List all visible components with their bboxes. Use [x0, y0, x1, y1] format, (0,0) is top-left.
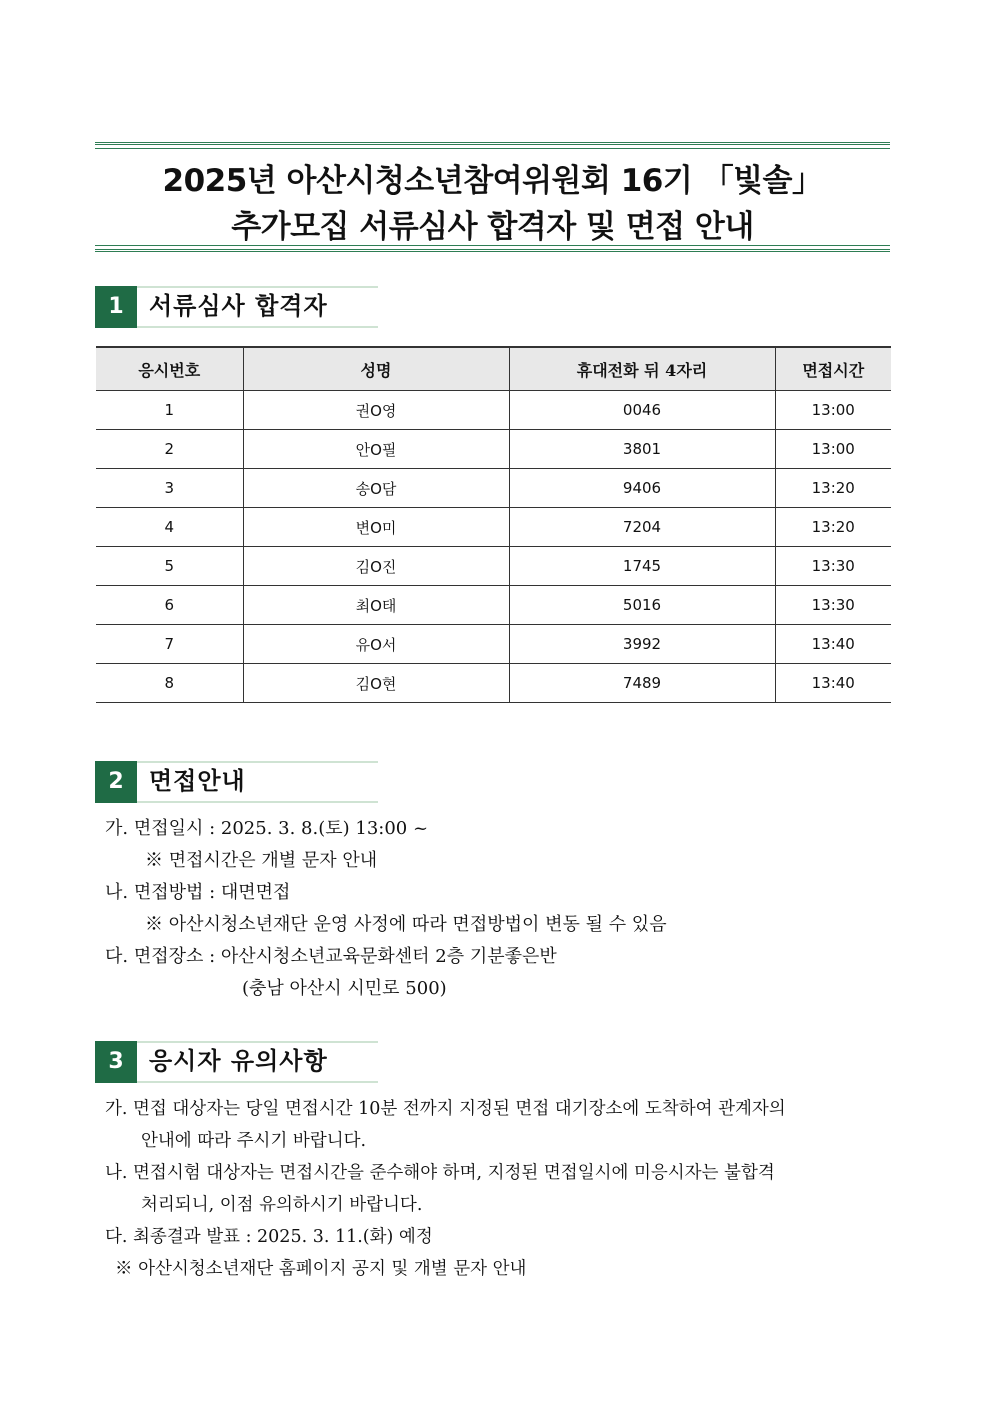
cell-name: 안O필 — [243, 430, 509, 469]
cell-name: 변O미 — [243, 508, 509, 547]
section3-title: 응시자 유의사항 — [149, 1047, 328, 1075]
cell-phone: 7204 — [509, 508, 775, 547]
cell-name: 유O서 — [243, 625, 509, 664]
table-row — [96, 547, 891, 586]
cell-number: 4 — [96, 508, 243, 547]
section1-number: 1 — [95, 286, 137, 328]
cell-number: 1 — [96, 391, 243, 430]
cell-number: 5 — [96, 547, 243, 586]
cell-time: 13:20 — [775, 469, 891, 508]
table-row — [96, 664, 891, 703]
header-interview-time: 면접시간 — [775, 347, 891, 391]
header-applicant-number: 응시번호 — [96, 347, 243, 391]
cell-phone: 7489 — [509, 664, 775, 703]
table-row — [96, 508, 891, 547]
document-title-block — [95, 142, 890, 252]
cell-number: 7 — [96, 625, 243, 664]
interview-method-note: ※ 아산시청소년재단 운영 사정에 따라 면접방법이 변동 될 수 있음 — [145, 914, 667, 935]
cell-time: 13:30 — [775, 586, 891, 625]
notice-c: 다. 최종결과 발표 : 2025. 3. 11.(화) 예정 — [105, 1227, 433, 1247]
notice-a-line2: 안내에 따라 주시기 바랍니다. — [141, 1131, 367, 1151]
table-row — [96, 469, 891, 508]
interview-date-note: ※ 면접시간은 개별 문자 안내 — [145, 850, 378, 871]
section2-number: 2 — [95, 761, 137, 803]
header-phone-last4: 휴대전화 뒤 4자리 — [509, 347, 775, 391]
cell-time: 13:30 — [775, 547, 891, 586]
notice-a-line1: 가. 면접 대상자는 당일 면접시간 10분 전까지 지정된 면접 대기장소에 도착하여 관계자의 — [105, 1099, 786, 1119]
cell-phone: 1745 — [509, 547, 775, 586]
table-row — [96, 625, 891, 664]
cell-phone: 3801 — [509, 430, 775, 469]
cell-time: 13:40 — [775, 664, 891, 703]
cell-time: 13:00 — [775, 391, 891, 430]
notices-body — [105, 1093, 786, 1285]
header-name: 성명 — [243, 347, 509, 391]
section3-heading — [95, 1041, 378, 1083]
cell-phone: 5016 — [509, 586, 775, 625]
document-title-line2: 추가모집 서류심사 합격자 및 면접 안내 — [231, 209, 754, 245]
cell-name: 김O진 — [243, 547, 509, 586]
cell-time: 13:00 — [775, 430, 891, 469]
interview-info-body — [105, 813, 667, 1005]
interview-address: (충남 아산시 시민로 500) — [242, 978, 447, 999]
notice-note: ※ 아산시청소년재단 홈페이지 공지 및 개별 문자 안내 — [115, 1259, 527, 1279]
table-row — [96, 391, 891, 430]
table-row — [96, 586, 891, 625]
interview-location: 다. 면접장소 : 아산시청소년교육문화센터 2층 기분좋은반 — [105, 946, 557, 967]
cell-time: 13:40 — [775, 625, 891, 664]
results-table — [96, 346, 891, 703]
cell-number: 3 — [96, 469, 243, 508]
interview-date: 가. 면접일시 : 2025. 3. 8.(토) 13:00 ~ — [105, 818, 429, 839]
interview-method: 나. 면접방법 : 대면면접 — [105, 882, 291, 903]
table-header-row — [96, 347, 891, 391]
cell-phone: 0046 — [509, 391, 775, 430]
notice-b-line2: 처리되니, 이점 유의하시기 바랍니다. — [141, 1195, 423, 1215]
section2-title: 면접안내 — [149, 767, 246, 795]
cell-name: 송O담 — [243, 469, 509, 508]
cell-number: 2 — [96, 430, 243, 469]
cell-phone: 3992 — [509, 625, 775, 664]
cell-time: 13:20 — [775, 508, 891, 547]
cell-number: 8 — [96, 664, 243, 703]
cell-number: 6 — [96, 586, 243, 625]
cell-name: 권O영 — [243, 391, 509, 430]
section3-number: 3 — [95, 1041, 137, 1083]
cell-name: 최O태 — [243, 586, 509, 625]
section1-title: 서류심사 합격자 — [149, 292, 328, 320]
section2-heading — [95, 761, 378, 803]
document-title-line1: 2025년 아산시청소년참여위원회 16기 「빛솔」 — [162, 163, 823, 199]
table-row — [96, 430, 891, 469]
notice-b-line1: 나. 면접시험 대상자는 면접시간을 준수해야 하며, 지정된 면접일시에 미응시자는 불합격 — [105, 1163, 775, 1183]
cell-phone: 9406 — [509, 469, 775, 508]
section1-heading — [95, 286, 378, 328]
cell-name: 김O현 — [243, 664, 509, 703]
